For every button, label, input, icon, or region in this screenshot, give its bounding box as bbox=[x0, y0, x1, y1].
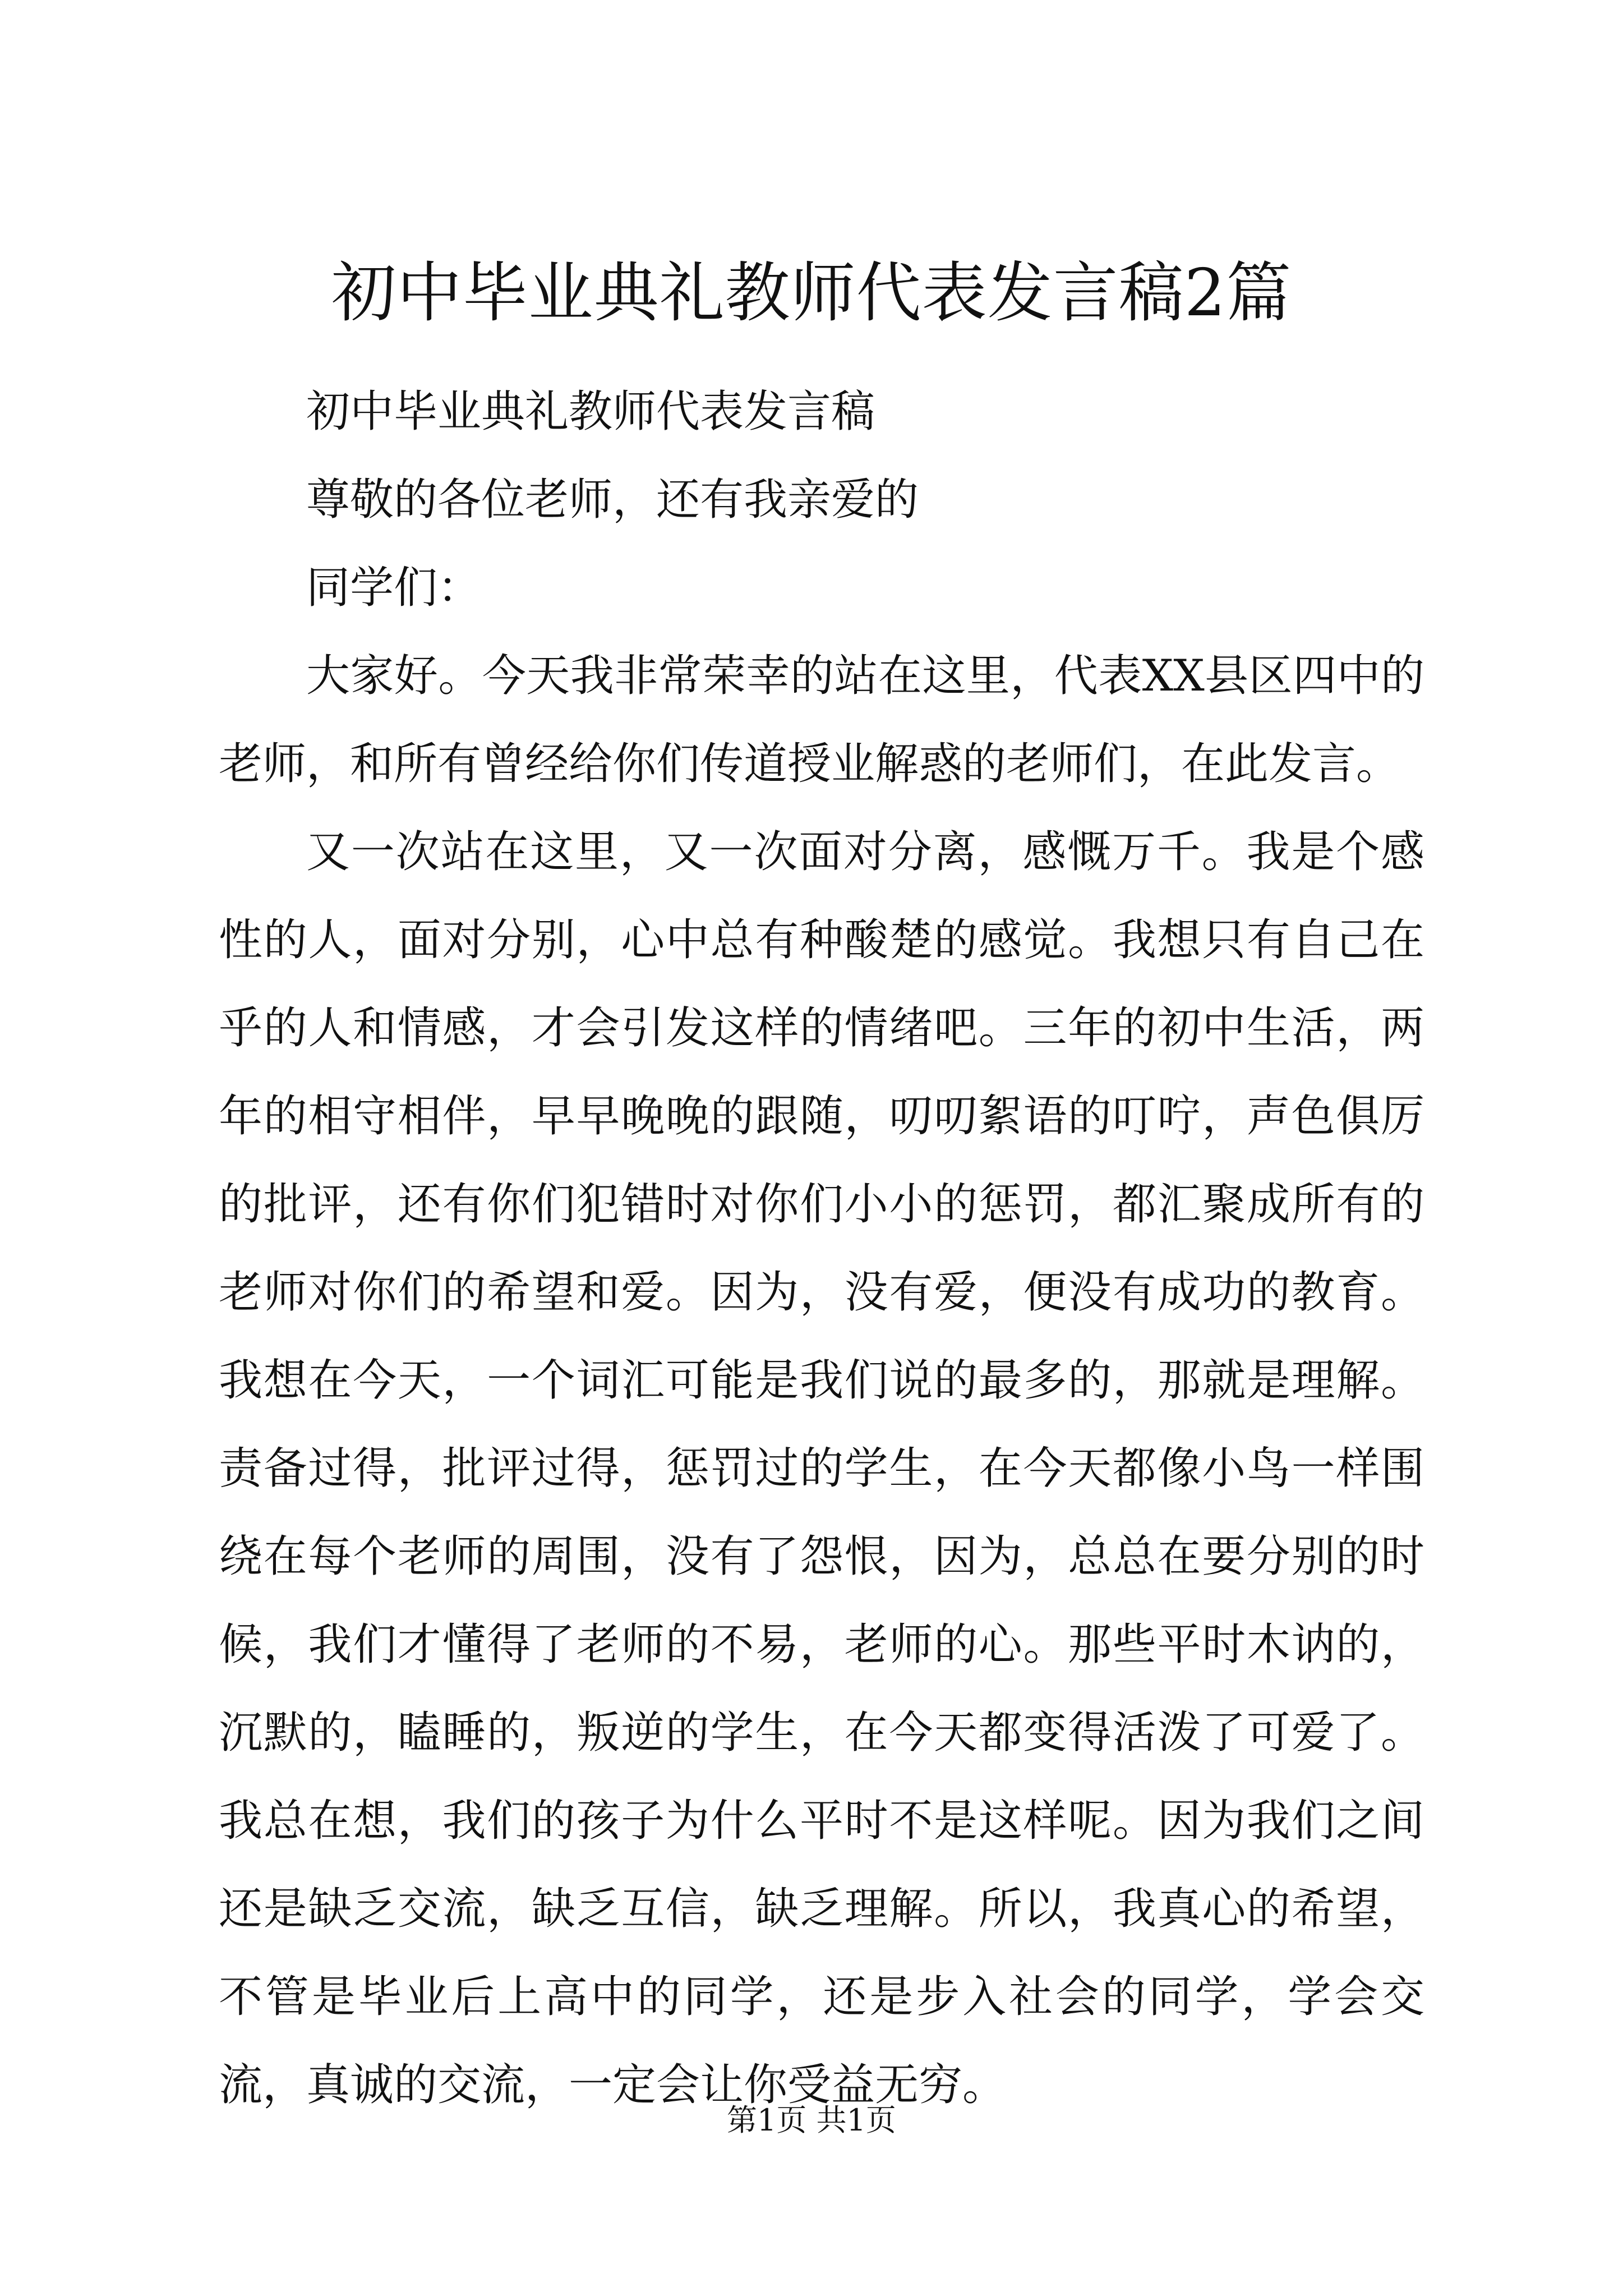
paragraph-subtitle: 初中毕业典礼教师代表发言稿 bbox=[306, 386, 875, 437]
document-title: 初中毕业典礼教师代表发言稿2篇 bbox=[331, 255, 1292, 331]
document-body bbox=[219, 368, 1424, 2129]
paragraph-salutation-continued: 同学们： bbox=[306, 563, 482, 613]
paragraph-salutation: 尊敬的各位老师，还有我亲爱的 bbox=[306, 475, 919, 525]
page-number-footer: 第1页 共1页 bbox=[727, 2102, 896, 2138]
paragraph-greeting: 大家好。今天我非常荣幸的站在这里，代表XX县区四中的老师，和所有曾经给你们传道授业解惑的老师们，在此发言。 bbox=[219, 651, 1424, 789]
paragraph-main: 又一次站在这里，又一次面对分离，感慨万千。我是个感性的人，面对分别，心中总有种酸楚的感觉。我想只有自己在乎的人和情感，才会引发这样的情绪吧。三年的初中生活，两年的相守相伴，早早晚晚的跟随，叨叨絮语的叮咛，声色俱厉的批评，还有你们犯错时对你们小小的惩罚，都汇聚成所有的老师对你们的希望和爱。因为，没有爱，便没有成功的教育。我想在今天，一个词汇可能是我们说的最多的，那就是理解。责备过得，批评过得，惩罚过的学生，在今天都像小鸟一样围绕在每个老师的周围，没有了怨恨，因为，总总在要分别的时候，我们才懂得了老师的不易，老师的心。那些平时木讷的，沉默的，瞌睡的，叛逆的学生，在今天都变得活泼了可爱了。我总在想，我们的孩子为什么平时不是这样呢。因为我们之间还是缺乏交流，缺乏互信，缺乏理解。所以，我真心的希望，不管是毕业后上高中的同学，还是步入社会的同学，学会交流，真诚的交流，一定会让你受益无穷。 bbox=[219, 827, 1424, 2110]
